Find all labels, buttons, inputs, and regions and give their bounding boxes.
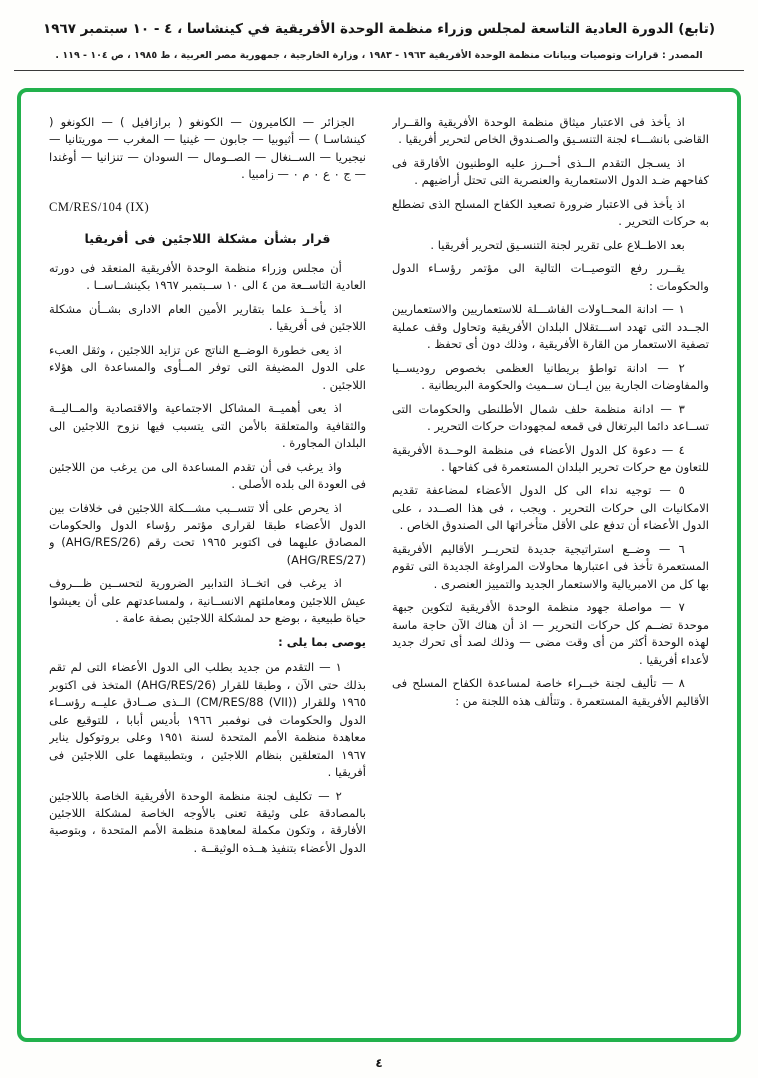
numbered-item-1: ١ — ادانة المحــاولات الفاشـــلة للاستعماريين والاستعماريين الجــدد التى تهدد اســـتقلال البلدان الأفريقية وتحاول وقف عملية تصفية الاستعمار من القارة الأفريقية ، وذلك دون أى تحفظ . — [392, 302, 709, 352]
recommendations-heading: يوصى بما يلى : — [278, 634, 366, 649]
recommendation-item-1: ١ — التقدم من جديد بطلب الى الدول الأعضاء التى لم تقم بذلك حتى الآن ، وطبقا للقرار (AHG/RES/26) المتخذ فى اكتوبر ١٩٦٥ وللقرار (CM/RES/88 (VII)) الــذى صــادق عليــه رؤســاء الدول والحكومات فى نوفمبر ١٩٦٦ بأديس أبابا ، للتوقيع على معاهدة منظمة الأمم المتحدة لسنة ١٩٥١ وعلى بروتوكول يناير ١٩٦٧ المتعلقين بنظام اللاجئين ، وبتطبيقهما على اللاجئين فى أفريقيا . — [49, 660, 366, 780]
numbered-item-2: ٢ — ادانة تواطؤ بريطانيا العظمى بخصوص روديســيا والمفاوضات الجارية بين ايــان ســميث والحكومة البريطانية . — [392, 360, 709, 393]
page-number: ٤ — [375, 1056, 383, 1070]
paragraph: اذ يحرص على ألا تتســبب مشـــكلة اللاجئين فى خلافات بين الدول الأعضاء طبقا لقرارى مؤتمر رؤساء الدول والحكومات المصادق عليهما فى اكتوبر ١٩٦٥ تحت رقم (AHG/RES/26) و (AHG/RES/27) — [49, 500, 366, 567]
recommendation-item-2: ٢ — تكليف لجنة منظمة الوحدة الأفريقية الخاصة باللاجئين بالمصادقة على وثيقة تعنى بالأوجه الخاصة لمشكلة اللاجئين الأفارقة ، وتكون مكملة لمعاهدة منظمة الأمم المتحدة ، وبتوصية الدول الأعضاء بتنفيذ هــذه الوثيقــة . — [49, 788, 366, 855]
paragraph: اذ يأخذ فى الاعتبار ضرورة تصعيد الكفاح المسلح الذى تضطلع به حركات التحرير . — [392, 196, 709, 229]
numbered-item-5: ٥ — توجيه نداء الى كل الدول الأعضاء لمضاعفة تقديم الامكانيات الى حركات التحرير . ويجب ، فى هذا الصــدد ، على الدول الأعضاء أن تدفع على الأقل متأخراتها الى الصندوق الخاص . — [392, 483, 709, 533]
left-column — [49, 114, 366, 1020]
paragraph: يقــرر رفع التوصيــات التالية الى مؤتمر رؤسـاء الدول والحكومات : — [392, 261, 709, 293]
source-citation: المصدر : قرارات وتوصيات وبيانات منظمة الوحدة الأفريقية ١٩٦٣ - ١٩٨٣ ، وزارة الخارجية ، جمهورية مصر العربية ، ط ١٩٨٥ ، ص ١٠٤ - ١١٩ . — [55, 49, 703, 61]
green-border-box — [17, 88, 741, 1042]
numbered-item-3: ٣ — ادانة منظمة حلف شمال الأطلنطى والحكومات التى تســاعد دائما البرتغال فى قمعه لمجهودات حركات التحرير . — [392, 401, 709, 434]
resolution-title: قرار بشأن مشكلة اللاجئين فى أفريقيا — [84, 230, 331, 246]
resolution-code: CM/RES/104 (IX) — [49, 199, 150, 214]
paragraph: أن مجلس وزراء منظمة الوحدة الأفريقية المنعقد فى دورته العادية التاســعة من ٤ الى ١٠ ســبتمبر ١٩٦٧ بكينشــاســا . — [49, 260, 366, 293]
paragraph: واذ يرغب فى أن تقدم المساعدة الى من يرغب من اللاجئين فى العودة الى بلده الأصلى . — [49, 459, 366, 492]
paragraph: اذ يأخذ فى الاعتبار ميثاق منظمة الوحدة الأفريقية والقــرار القاضى بانشـــاء لجنة التنسـيق والصـندوق الخاص لتحرير أفريقيا . — [392, 115, 709, 147]
paragraph: اذ يرغب فى اتخــاذ التدابير الضرورية لتحســين ظـــروف عيش اللاجئين ومعاملتهم الانســانية ، ولمساعدتهم على أن يعيشوا حياة طبيعية ، بوضع حد لمشكلة اللاجئين بصفة عامة . — [49, 576, 366, 626]
paragraph: اذ يسـجل التقدم الــذى أحــرز عليه الوطنيون الأفارقة فى كفاحهم ضـد الدول الاستعمارية والعنصرية التى تحتل أراضيهم . — [392, 155, 709, 188]
numbered-item-4: ٤ — دعوة كل الدول الأعضاء فى منظمة الوحــدة الأفريقية للتعاون مع حركات تحرير البلدان المستعمرة فى كفاحها . — [392, 442, 709, 474]
session-title: (تابع) الدورة العادية التاسعة لمجلس وزراء منظمة الوحدة الأفريقية في كينشاسا ، ٤ - ١٠ سبتمبر ١٩٦٧ — [43, 21, 715, 37]
paragraph: اذ يعى خطورة الوضــع الناتج عن تزايد اللاجئين ، وثقل العبء على الدول المضيفة التى توفر المــأوى والمساعدة الى هؤلاء اللاجئين . — [49, 342, 366, 392]
paragraph: اذ يعى أهميــة المشاكل الاجتماعية والاقتصادية والمــاليــة والثقافية والمتعلقة بالأمن التى يتسبب فيها نزوح اللاجئين الى البلدان المجاورة . — [49, 401, 366, 451]
committee-member-states: الجزائر — الكاميرون — الكونغو ( برازافيل ) — الكونغو ( كينشاسـا ) — أثيوبيا — جابون — غينيا — المغرب — موريتانيا — نيجيريا — الســنغال — الصــومال — السودان — تنزانيا — أوغندا — ج ٠ ع ٠ م ٠ — زامبيا . — [49, 115, 366, 182]
right-column — [392, 114, 709, 1020]
header-divider — [14, 70, 744, 71]
numbered-item-6: ٦ — وضــع استراتيجية جديدة لتحريــر الأقاليم الأفريقية المستعمرة تأخذ فى اعتبارها محاولات المراوغة الجديدة التى تقوم بها كل من الامبريالية والاستعمار الجديد والتمييز العنصرى . — [392, 541, 709, 591]
paragraph: بعد الاطــلاع على تقرير لجنة التنسـيق لتحرير أفريقيا . — [430, 237, 685, 252]
paragraph: اذ يأخــذ علما بتقارير الأمين العام الادارى بشــأن مشكلة اللاجئين فى أفريقيا . — [49, 301, 366, 334]
document-header — [0, 0, 758, 61]
numbered-item-8: ٨ — تأليف لجنة خبــراء خاصة لمساعدة الكفاح المسلح فى الأقاليم الأفريقية المستعمرة . وتتألف هذه اللجنة من : — [392, 676, 709, 708]
numbered-item-7: ٧ — مواصلة جهود منظمة الوحدة الأفريقية لتكوين جبهة موحدة تضــم كل حركات التحرير — اذ أن هناك الآن حاجة ماسة لهذه الوحدة أكثر من أى وقت مضى — وذلك لصد أى تحرك جديد لأعداء أفريقيا . — [392, 600, 709, 667]
two-column-layout — [49, 114, 709, 1020]
